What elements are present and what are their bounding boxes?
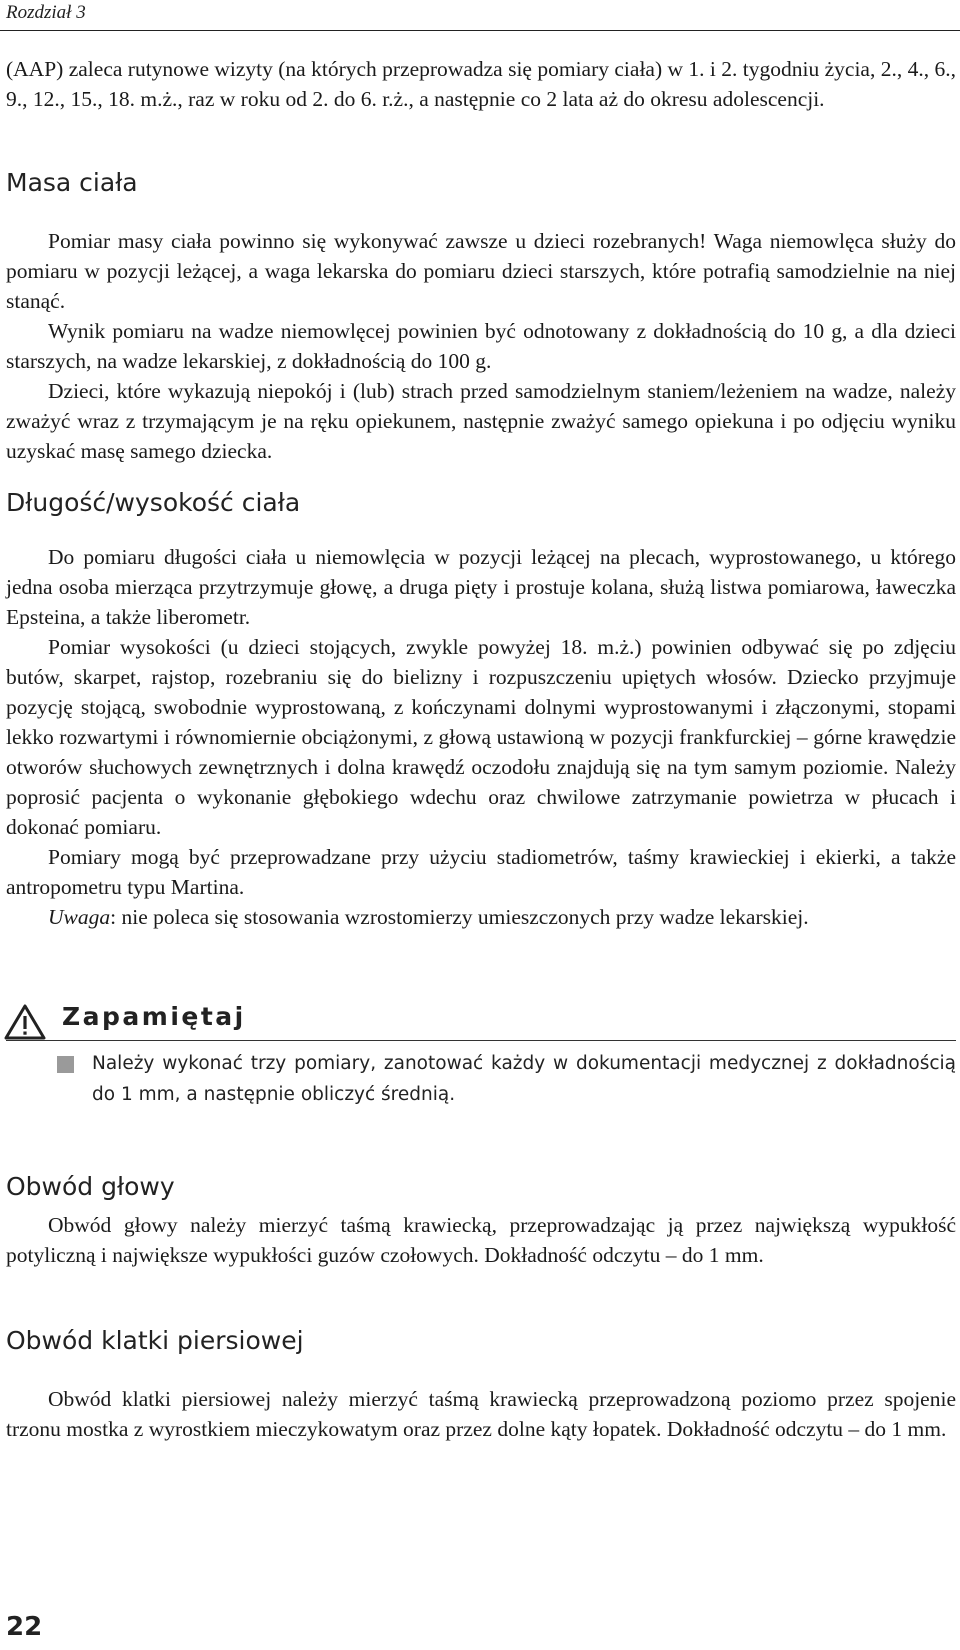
section-body-masa [6, 226, 956, 466]
section-body-glowa [6, 1210, 956, 1270]
remember-item-text: Należy wykonać trzy pomiary, zanotować każdy w dokumentacji medycznej z dokładnością do 1 mm, a następnie obliczyć średnią. [92, 1053, 956, 1105]
page-number: 22 [6, 1612, 43, 1642]
remember-box-title: Zapamiętaj [62, 1002, 246, 1031]
dlugosc-paragraph-1: Do pomiaru długości ciała u niemowlęcia w pozycji leżącej na plecach, wyprostowanego, u którego jedna osoba mierząca przytrzymuje głowę, a druga pięty i prostuje kolana, służą listwa pomiarowa, ławeczka Epsteina, a także liberometr. [6, 545, 956, 629]
remember-box-item [92, 1048, 956, 1110]
square-bullet-icon [57, 1056, 74, 1073]
glowa-paragraph: Obwód głowy należy mierzyć taśmą krawiecką, przeprowadzając ją przez największą wypukłość potyliczną i największe wypukłości guzów czołowych. Dokładność odczytu – do 1 mm. [6, 1213, 956, 1267]
section-body-klatka [6, 1384, 956, 1444]
masa-paragraph-2: Wynik pomiaru na wadze niemowlęcej powinien być odnotowany z dokładnością do 10 g, a dla dzieci starszych, na wadze lekarskiej, z dokładnością do 100 g. [6, 319, 956, 373]
header-rule [0, 30, 960, 31]
section-heading-masa: Masa ciała [6, 168, 138, 197]
dlugosc-paragraph-2: Pomiar wysokości (u dzieci stojących, zwykle powyżej 18. m.ż.) powinien odbywać się po zdjęciu butów, skarpet, rajstop, rozebraniu się do bielizny i rozpuszczeniu upiętych włosów. Dziecko przyjmuje pozycję stojącą, swobodnie wyprostowaną, z kończynami dolnymi wyprostowanymi i złączonymi, stopami lekko rozwartymi i równomiernie obciążonymi, z głową ustawioną w pozycji frankfurckiej – górne krawędzie otworów słuchowych zewnętrznych i dolna krawędź oczodołu znajdują się na tym samym poziomie. Należy poprosić pacjenta o wykonanie głębokiego wdechu oraz chwilowe zatrzymanie powietrza w płucach i dokonać pomiaru. [6, 635, 956, 839]
masa-paragraph-1: Pomiar masy ciała powinno się wykonywać zawsze u dzieci rozebranych! Waga niemowlęca służy do pomiaru w pozycji leżącej, a waga lekarska do pomiaru dzieci starszych, które potrafią samodzielnie na niej stanąć. [6, 229, 956, 313]
masa-paragraph-3: Dzieci, które wykazują niepokój i (lub) strach przed samodzielnym staniem/leżeniem na wadze, należy zważyć wraz z trzymającym je na ręku opiekunem, następnie zważyć samego opiekuna i po odjęciu wyniku uzyskać masę samego dziecka. [6, 379, 956, 463]
dlugosc-paragraph-3: Pomiary mogą być przeprowadzane przy użyciu stadiometrów, taśmy krawieckiej i ekierki, a także antropometru typu Martina. [6, 845, 956, 899]
note-text: : nie poleca się stosowania wzrostomierzy umieszczonych przy wadze lekarskiej. [110, 905, 809, 929]
intro-paragraph [6, 54, 956, 114]
remember-box-rule [6, 1040, 956, 1041]
section-body-dlugosc [6, 542, 956, 932]
section-heading-dlugosc: Długość/wysokość ciała [6, 488, 301, 517]
section-heading-klatka: Obwód klatki piersiowej [6, 1326, 304, 1355]
section-heading-glowa: Obwód głowy [6, 1172, 175, 1201]
note-label: Uwaga [48, 905, 111, 929]
warning-triangle-icon [4, 1004, 46, 1040]
running-head: Rozdział 3 [6, 2, 86, 23]
dlugosc-note [6, 902, 956, 932]
klatka-paragraph: Obwód klatki piersiowej należy mierzyć taśmą krawiecką przeprowadzoną poziomo przez spojenie trzonu mostka z wyrostkiem mieczykowatym oraz przez dolne kąty łopatek. Dokładność odczytu – do 1 mm. [6, 1387, 956, 1441]
intro-text: (AAP) zaleca rutynowe wizyty (na których przeprowadza się pomiary ciała) w 1. i 2. tygodniu życia, 2., 4., 6., 9., 12., 15., 18. m.ż., raz w roku od 2. do 6. r.ż., a następnie co 2 lata aż do okresu adolescencji. [6, 57, 956, 111]
